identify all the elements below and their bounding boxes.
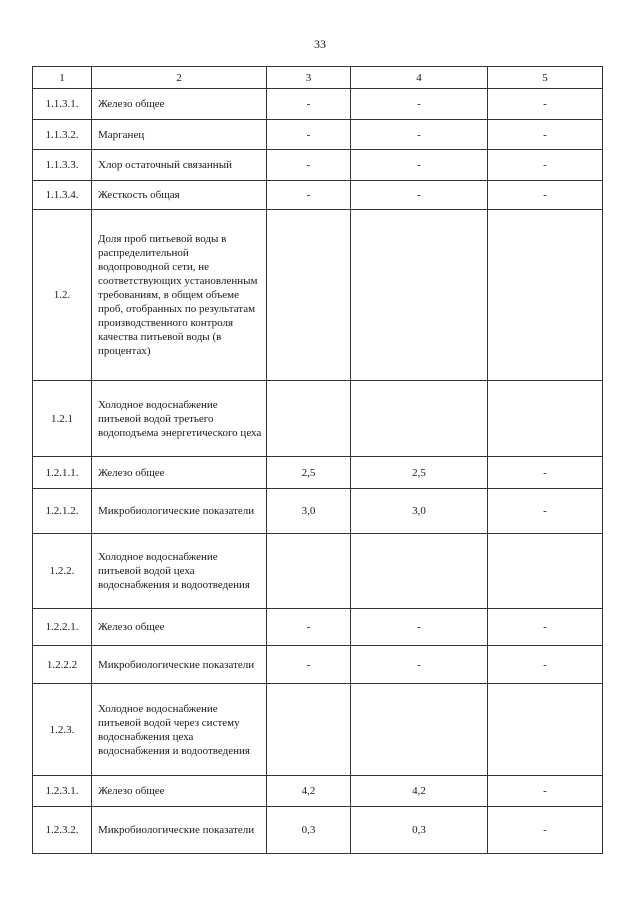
row-number: 1.2.1.2.: [33, 489, 92, 534]
value-col-5: -: [488, 150, 603, 181]
value-col-5: [488, 534, 603, 609]
table-row: [33, 150, 603, 181]
table-row: [33, 609, 603, 646]
table-row: [33, 807, 603, 854]
row-number: 1.2.1.1.: [33, 457, 92, 489]
row-number: 1.2.2.1.: [33, 609, 92, 646]
value-col-4: [351, 534, 488, 609]
header-cell-5: 5: [488, 67, 603, 89]
value-col-5: -: [488, 89, 603, 120]
value-col-4: -: [351, 646, 488, 684]
value-col-4: 0,3: [351, 807, 488, 854]
row-number: 1.2.2.: [33, 534, 92, 609]
indicator-name: Железо общее: [92, 89, 267, 120]
row-number: 1.2.1: [33, 381, 92, 457]
value-col-3: 3,0: [267, 489, 351, 534]
value-col-3: [267, 210, 351, 381]
value-col-3: [267, 534, 351, 609]
row-number: 1.1.3.4.: [33, 181, 92, 210]
row-number: 1.2.3.1.: [33, 776, 92, 807]
value-col-4: 4,2: [351, 776, 488, 807]
value-col-5: -: [488, 646, 603, 684]
value-col-4: -: [351, 120, 488, 150]
value-col-3: -: [267, 120, 351, 150]
row-number: 1.1.3.3.: [33, 150, 92, 181]
table-row: [33, 534, 603, 609]
page-number: 33: [314, 37, 326, 51]
value-col-4: 3,0: [351, 489, 488, 534]
table-row: [33, 489, 603, 534]
indicator-name: Микробиологические показатели: [92, 489, 267, 534]
value-col-3: -: [267, 609, 351, 646]
value-col-3: [267, 684, 351, 776]
value-col-4: [351, 684, 488, 776]
indicator-name: Железо общее: [92, 609, 267, 646]
value-col-3: 4,2: [267, 776, 351, 807]
value-col-5: -: [488, 457, 603, 489]
table-row: [33, 457, 603, 489]
value-col-5: -: [488, 776, 603, 807]
header-row: [33, 67, 603, 89]
header-cell-3: 3: [267, 67, 351, 89]
table-row: [33, 646, 603, 684]
row-number: 1.2.2.2: [33, 646, 92, 684]
header-cell-1: 1: [33, 67, 92, 89]
indicator-name: Жесткость общая: [92, 181, 267, 210]
value-col-5: [488, 684, 603, 776]
indicator-name: Доля проб питьевой воды в распределительной водопроводной сети, не соответствующих установленным требованиям, в общем объеме проб, отобранных по результатам производственного контроля качества питьевой воды (в процентах): [92, 210, 267, 381]
row-number: 1.2.: [33, 210, 92, 381]
value-col-5: [488, 210, 603, 381]
table-row: [33, 120, 603, 150]
indicator-name: Холодное водоснабжение питьевой водой цеха водоснабжения и водоотведения: [92, 534, 267, 609]
table-row: [33, 89, 603, 120]
value-col-4: -: [351, 609, 488, 646]
value-col-4: -: [351, 150, 488, 181]
indicator-name: Холодное водоснабжение питьевой водой через систему водоснабжения цеха водоснабжения и водоотведения: [92, 684, 267, 776]
indicator-name: Хлор остаточный связанный: [92, 150, 267, 181]
value-col-4: -: [351, 89, 488, 120]
value-col-5: -: [488, 609, 603, 646]
row-number: 1.1.3.1.: [33, 89, 92, 120]
table-row: [33, 381, 603, 457]
indicator-name: Микробиологические показатели: [92, 807, 267, 854]
value-col-5: [488, 381, 603, 457]
table-row: [33, 181, 603, 210]
value-col-5: -: [488, 807, 603, 854]
value-col-3: 2,5: [267, 457, 351, 489]
indicator-name: Холодное водоснабжение питьевой водой третьего водоподъема энергетического цеха: [92, 381, 267, 457]
value-col-4: 2,5: [351, 457, 488, 489]
indicator-name: Железо общее: [92, 457, 267, 489]
row-number: 1.2.3.2.: [33, 807, 92, 854]
value-col-3: -: [267, 646, 351, 684]
table-row: [33, 210, 603, 381]
value-col-4: -: [351, 181, 488, 210]
value-col-4: [351, 210, 488, 381]
value-col-3: -: [267, 150, 351, 181]
table-row: [33, 684, 603, 776]
value-col-5: -: [488, 489, 603, 534]
value-col-3: 0,3: [267, 807, 351, 854]
indicator-name: Железо общее: [92, 776, 267, 807]
value-col-5: -: [488, 120, 603, 150]
value-col-3: -: [267, 89, 351, 120]
header-cell-2: 2: [92, 67, 267, 89]
value-col-5: -: [488, 181, 603, 210]
row-number: 1.2.3.: [33, 684, 92, 776]
indicator-name: Марганец: [92, 120, 267, 150]
value-col-3: [267, 381, 351, 457]
value-col-3: -: [267, 181, 351, 210]
value-col-4: [351, 381, 488, 457]
row-number: 1.1.3.2.: [33, 120, 92, 150]
indicator-table: [32, 66, 603, 854]
indicator-name: Микробиологические показатели: [92, 646, 267, 684]
table-row: [33, 776, 603, 807]
header-cell-4: 4: [351, 67, 488, 89]
